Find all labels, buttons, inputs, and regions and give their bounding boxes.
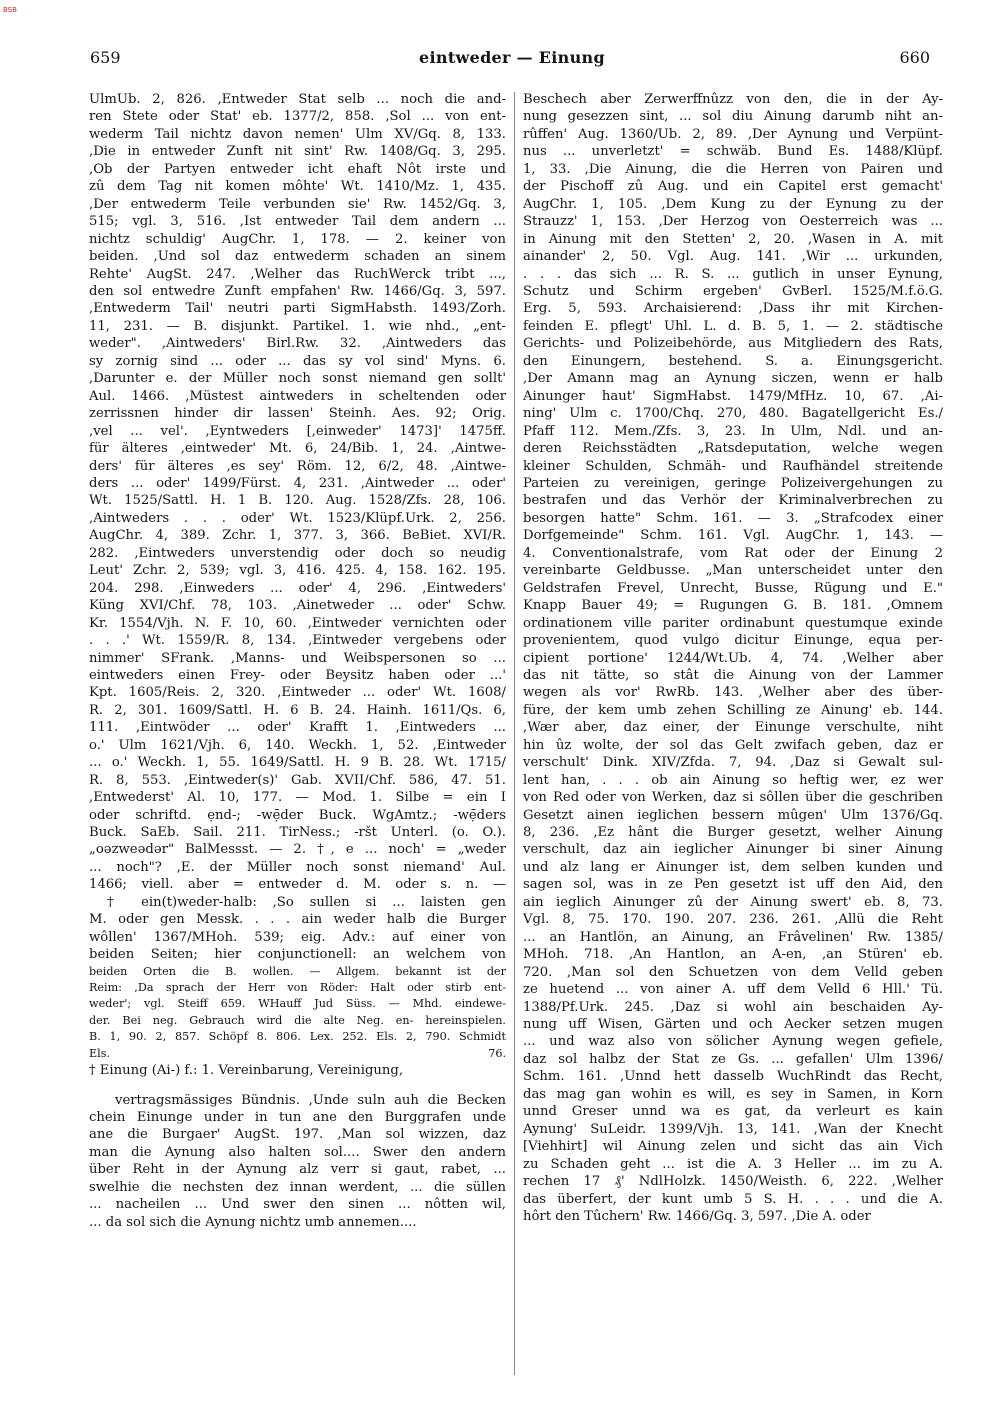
text-line: nung gesezzen sint, ... sol diu Ainung darumb niht an-	[523, 109, 943, 125]
text-line: in Ainung mit den Stetten' 2, 20. ,Wasen in A. mit	[523, 231, 943, 247]
text-line: Aul. 1466. ,Müstest aintweders in scheltenden oder	[89, 388, 506, 404]
text-line: MHoh. 718. ,An Hantlon, an A-en, ,an Stüren' eb.	[523, 947, 943, 963]
text-line: wegen als vor' RwRb. 143. ,Welher aber des über-	[523, 685, 943, 701]
left-column	[89, 91, 506, 1231]
text-line: Els. 76.	[89, 1046, 506, 1060]
text-line: † ein(t)weder-halb: ,So sullen si ... laisten gen	[107, 894, 506, 910]
text-line: nichtz schuldig' AugChr. 1, 178. — 2. keiner von	[89, 231, 506, 247]
right-column	[523, 91, 943, 1225]
text-line: R. 8, 553. ,Eintweder(s)' Gab. XVII/Chf. 586, 47. 51.	[89, 772, 506, 788]
text-line: das nit tätte, so stât die Ainung von der Lammer	[523, 667, 943, 683]
text-line: 282. ,Eintweders unverstendig oder doch so neudig	[89, 545, 506, 561]
text-line: ane die Burgaer' AugSt. 197. ,Man sol wizzen, daz	[89, 1127, 506, 1143]
text-line: ,Die in entweder Zunft nit sint' Rw. 1408/Gq. 3, 295.	[89, 144, 506, 160]
text-line: hôrt den Tûchern' Rw. 1466/Gq. 3, 597. ,Die A. oder	[523, 1209, 871, 1224]
text-line: den sol entwedre Zunft empfahen' Rw. 1466/Gq. 3, 597.	[89, 283, 506, 299]
text-line: Leut' Zchr. 2, 539; vgl. 3, 416. 425. 4, 158. 162. 195.	[89, 563, 506, 579]
text-line: ning' Ulm c. 1700/Chq. 270, 480. Bagatellgericht Es./	[523, 406, 943, 422]
text-line: kleiner Schulden, Schmäh- und Raufhändel streitende	[523, 458, 943, 474]
text-line: deren Reichsstädten „Ratsdeputation, welche wegen	[523, 441, 943, 457]
page-number-right: 660	[899, 48, 930, 67]
text-line: provenientem, quod vulgo dicitur Einunge, equa per-	[523, 633, 943, 649]
text-line: ,Darunter e. der Müller noch sonst niemand gen sollt'	[89, 371, 506, 387]
text-line: Reim: ,Da sprach der Herr von Röder: Halt oder stirb ent-	[89, 981, 506, 995]
page-number-left: 659	[90, 48, 121, 67]
text-line: ... nacheilen ... Und swer den sinen ... nôtten wil,	[89, 1197, 506, 1213]
text-line: Schutz und Schirm ergeben' GvBerl. 1525/M.f.ö.G.	[523, 283, 943, 299]
text-line: Vgl. 8, 75. 170. 190. 207. 236. 261. ,Allü die Reht	[523, 912, 943, 928]
text-line: der Pischoff zû Aug. und ein Capitel erst gemacht'	[523, 179, 943, 195]
text-line: zu Schaden geht ... ist die A. 3 Heller ... im zu A.	[523, 1156, 943, 1172]
text-line: eintweders einen Frey- oder Beysitz haben oder ...'	[89, 667, 506, 683]
running-header	[86, 48, 938, 68]
text-line: verschult' Dink. XIV/Zfda. 7, 94. ,Daz si Gewalt sul-	[523, 755, 943, 771]
text-line: ,vel ... vel'. ,Eyntweders [,einweder' 1473]' 1475ff.	[89, 423, 506, 439]
text-line: ders ... oder' 1499/Fürst. 4, 231. ,Aintweder ... oder'	[89, 475, 506, 491]
text-line: [Viehhirt] wil Ainung zelen und sicht das ain Vich	[523, 1139, 943, 1155]
text-line: weder". ,Aintweders' Birl.Rw. 32. ,Aintweders das	[89, 336, 506, 352]
text-line: ,Entwederm Tail' neutri parti SigmHabsth. 1493/Zorh.	[89, 301, 506, 317]
text-line: Kpt. 1605/Reis. 2, 320. ,Eintweder ... oder' Wt. 1608/	[89, 685, 506, 701]
text-line: Ainunger haut' SigmHabst. 1479/MfHz. 10, 67. ,Ai-	[523, 388, 943, 404]
text-line: ... da sol sich die Aynung nichtz umb annemen....	[89, 1214, 417, 1230]
text-line: B. 1, 90. 2, 857. Schöpf 8. 806. Lex. 252. Els. 2, 790. Schmidt	[89, 1030, 506, 1044]
text-line: . . .' Wt. 1559/R. 8, 134. ,Eintweder vergebens oder	[89, 633, 506, 649]
text-line: UlmUb. 2, 826. ,Entweder Stat selb ... noch die and-	[89, 92, 506, 107]
text-line: 4. Conventionalstrafe, vom Rat oder der Einung 2	[523, 545, 943, 561]
text-line: ze huetend ... von ainer A. uff dem Velld 6 Hll.' Tü.	[523, 982, 943, 998]
text-line: zû dem Tag nit komen môhte' Wt. 1410/Mz. 1, 435.	[89, 179, 506, 195]
text-line: rechen 17 ₰' NdlHolzk. 1450/Weisth. 6, 222. ,Welher	[523, 1174, 943, 1190]
text-line: zerrissnen hinder dir lassen' Steinh. Aes. 92; Orig.	[89, 406, 506, 422]
text-line: weder'; vgl. Steiff 659. WHauff Jud Süss. — Mhd. eindewe-	[89, 997, 506, 1011]
column-divider	[514, 92, 515, 1375]
text-line: Erg. 5, 593. Archaisierend: ,Dass ihr mit Kirchen-	[523, 301, 943, 317]
text-line: ders' für älteres ,es sey' Röm. 12, 6/2, 48. ,Aintwe-	[89, 458, 506, 474]
text-line: ... o.' Weckh. 1, 55. 1649/Sattl. H. 9 B. 28. Wt. 1715/	[89, 755, 506, 771]
text-line: ... und waz also von sölicher Aynung wegen gefiele,	[523, 1034, 943, 1050]
text-line: nimmer' SFrank. ,Manns- und Weibspersonen so ...	[89, 650, 506, 666]
text-line: bestrafen und das Verhör der Kriminalverbrechen zu	[523, 493, 943, 509]
text-line: für älteres ,eintweder' Mt. 6, 24/Bib. 1, 24. ,Aintwe-	[89, 441, 506, 457]
text-line: 1466; viell. aber = entweder d. M. oder s. n. —	[89, 877, 506, 893]
text-line: der. Bei neg. Gebrauch wird die alte Neg. en- hereinspielen.	[89, 1013, 506, 1027]
text-line: ... an Hantlön, an Ainung, an Frâvelinen' Rw. 1385/	[523, 929, 943, 945]
text-line: Strauzz' 1, 153. ,Der Herzog von Oesterreich was ...	[523, 214, 943, 230]
text-line: Pfaff 112. Mem./Zfs. 3, 23. In Ulm, Ndl. und an-	[523, 423, 943, 439]
text-line: lent han, . . . ob ain Ainung so heftig wer, ez wer	[523, 772, 943, 788]
text-line: vertragsmässiges Bündnis. ,Unde suln auh die Becken	[115, 1092, 506, 1108]
text-line: oder schriftd. ẹnd-; -wẹ̄der Buck. WgAmtz.; -wẹ̄ders	[89, 807, 506, 823]
text-line: ,Wær aber, daz einer, der Einunge verschulte, niht	[523, 720, 943, 736]
text-line: wederm Tail nichtz davon nemen' Ulm XV/Gq. 8, 133.	[89, 126, 506, 142]
text-line: † Einung (Ai-) f.: 1. Vereinbarung, Vereinigung,	[89, 1063, 404, 1079]
text-line: Wt. 1525/Sattl. H. 1 B. 120. Aug. 1528/Zfs. 28, 106.	[89, 493, 506, 509]
text-line: ... noch"? ,E. der Müller noch sonst niemand' Aul.	[89, 859, 506, 875]
text-line: AugChr. 1, 105. ,Dem Kung zu der Eynung zu der	[523, 196, 943, 212]
text-line: rûffen' Aug. 1360/Ub. 2, 89. ,Der Aynung und Verpünt-	[523, 126, 943, 142]
running-title: eintweder — Einung	[419, 48, 605, 67]
text-line: beiden. ,Und sol daz entwederm schaden an sinem	[89, 249, 506, 265]
library-stamp: BSB	[3, 6, 17, 14]
text-line: 8, 236. ,Ez hânt die Burger gesetzt, welher Ainung	[523, 825, 943, 841]
text-line: 11, 231. — B. disjunkt. Partikel. 1. wie nhd., „ent-	[89, 318, 506, 334]
text-line: ,Der Amann mag an Aynung siczen, wenn er halb	[523, 371, 943, 387]
text-line: verschult, daz ain ieglicher Ainunger bi siner Ainung	[523, 842, 943, 858]
text-line: chein Einunge under in tun ane den Burggrafen unde	[89, 1110, 506, 1125]
text-line: Geldstrafen Frevel, Unrecht, Busse, Rügung und E."	[523, 580, 943, 596]
text-line: sagen sol, was in ze Pen gesetzt ist uff den Aid, den	[523, 877, 943, 893]
text-line: Kr. 1554/Vjh. N. F. 10, 60. ,Eintweder vernichten oder	[89, 615, 506, 631]
text-line: vereinbarte Geldbusse. „Man unterscheidet unter den	[523, 563, 943, 579]
text-line: daz sol halbz der Stat ze Gs. ... gefallen' Ulm 1396/	[523, 1051, 943, 1067]
text-line: 1, 33. ,Die Ainung, die die Herren von Pairen und	[523, 161, 943, 177]
text-line: das überfert, der kunt umb 5 S. H. . . . und die A.	[523, 1191, 943, 1207]
text-line: 111. ,Eintwöder ... oder' Krafft 1. ,Eintweders ...	[89, 720, 506, 736]
text-line: ordinationem ville pariter ordinabunt questumque exinde	[523, 615, 943, 631]
text-line: Küng XVI/Chf. 78, 103. ,Ainetweder ... oder' Schw.	[89, 598, 506, 614]
text-line: Gesetzt ainen ieglichen bessern mûgen' Ulm 1376/Gq.	[523, 807, 943, 823]
text-line: feinden E. pflegt' Uhl. L. d. B. 5, 1. — 2. städtische	[523, 318, 943, 334]
text-line: hin ûz wolte, der sol das Gelt zwifach geben, daz er	[523, 737, 943, 753]
text-line: wôllen' 1367/MHoh. 539; eig. Adv.: auf einer von	[89, 929, 506, 945]
text-line: unnd Greser unnd wa es gat, da verleurt es kain	[523, 1104, 943, 1120]
text-line: nung uff Wisen, Gärten und och Aecker setzen mugen	[523, 1017, 943, 1033]
text-line: 204. 298. ,Einweders ... oder' 4, 296. ,Eintweders'	[89, 580, 506, 596]
text-line: ain ieglich Ainunger zû der Ainung swert' eb. 8, 73.	[523, 894, 943, 910]
text-line: Buck. SaEb. Sail. 211. TirNess.; -ršt Unterl. (o. O.).	[89, 825, 506, 841]
text-line: cipient portione' 1244/Wt.Ub. 4, 74. ,Welher aber	[523, 650, 943, 666]
text-line: man die Aynung also halten sol.... Swer den andern	[89, 1144, 506, 1160]
text-line: Rehte' AugSt. 247. ,Welher das RuchWerck tribt ...,	[89, 266, 506, 282]
text-line: füre, der kem umb zehen Schilling ze Ainung' eb. 144.	[523, 702, 943, 718]
text-line: Dorfgemeinde" Schm. 161. Vgl. AugChr. 1, 143. —	[523, 528, 943, 544]
text-line: den Einungern, bestehend. S. a. Einungsgericht.	[523, 353, 943, 369]
text-line: nus ... unverletzt' = schwäb. Bund Es. 1488/Klüpf.	[523, 144, 943, 160]
text-line: 515; vgl. 3, 516. ,Ist entweder Tail dem andern ...	[89, 214, 506, 230]
text-line: „oəzweədər" BalMessst. — 2. †, e ... noch' = „weder	[89, 842, 506, 858]
text-line: Beschech aber Zerwerffnûzz von den, die in der Ay-	[523, 92, 943, 107]
text-line: beiden Seiten; hier conjunctionell: an welchem von	[89, 947, 506, 963]
text-line: besorgen hatte" Schm. 161. — 3. „Strafcodex einer	[523, 510, 943, 526]
text-line: AugChr. 4, 389. Zchr. 1, 377. 3, 366. BeBiet. XVI/R.	[89, 528, 506, 544]
text-line: Aynung' SuLeidr. 1399/Vjh. 13, 141. ,Wan der Knecht	[523, 1121, 943, 1137]
text-line: ,Aintweders . . . oder' Wt. 1523/Klüpf.Urk. 2, 256.	[89, 510, 506, 526]
text-line: 1388/Pf.Urk. 245. ,Daz si wohl ain beschaiden Ay-	[523, 999, 943, 1015]
text-line: das mag gan wohin es will, es sey in Samen, in Korn	[523, 1086, 943, 1102]
text-line: über Reht in der Aynung alz verr si gaut, rabet, ...	[89, 1162, 506, 1178]
text-line: ,Der entwederm Teile verbunden sie' Rw. 1452/Gq. 3,	[89, 196, 506, 212]
text-line: ,Ob der Partyen entweder icht ehaft Nôt irste und	[89, 161, 506, 177]
text-line: ren Stete oder Stat' eb. 1377/2, 858. ,Sol ... von ent-	[89, 109, 506, 125]
text-line: 720. ,Man sol den Schuetzen von dem Velld geben	[523, 964, 943, 980]
text-line: Gerichts- und Polizeibehörde, aus Mitgliedern des Rats,	[523, 336, 943, 352]
text-line: sy zornig sind ... oder ... das sy vol sind' Myns. 6.	[89, 353, 506, 369]
text-line: ainander' 2, 50. Vgl. Aug. 141. ,Wir ... urkunden,	[523, 249, 943, 265]
text-line: ,Entwederst' Al. 10, 177. — Mod. 1. Silbe = ein I	[89, 790, 506, 806]
text-line: beiden Orten die B. wollen. — Allgem. bekannt ist der	[89, 964, 506, 978]
text-line: o.' Ulm 1621/Vjh. 6, 140. Weckh. 1, 52. ,Eintweder	[89, 737, 506, 753]
text-line: Schm. 161. ,Unnd hett dasselb WuchRindt das Recht,	[523, 1069, 943, 1085]
text-line: . . . das sich ... R. S. ... gutlich in unser Eynung,	[523, 266, 943, 282]
text-line: und alz lang er Ainunger ist, dem selben kunden und	[523, 859, 943, 875]
text-line: swelhie die nechsten dez innan werdent, ... die süllen	[89, 1179, 506, 1195]
text-line: R. 2, 301. 1609/Sattl. H. 6 B. 24. Hainh. 1611/Qs. 6,	[89, 702, 506, 718]
text-line: von Red oder von Werken, daz si sôllen über die geschriben	[523, 790, 943, 806]
text-line: M. oder gen Messk. . . . ain weder halb die Burger	[89, 912, 506, 928]
text-line: Knapp Bauer 49; = Rugungen G. B. 181. ,Omnem	[523, 598, 943, 614]
text-line: Parteien zu vereinigen, geringe Polizeivergehungen zu	[523, 475, 943, 491]
